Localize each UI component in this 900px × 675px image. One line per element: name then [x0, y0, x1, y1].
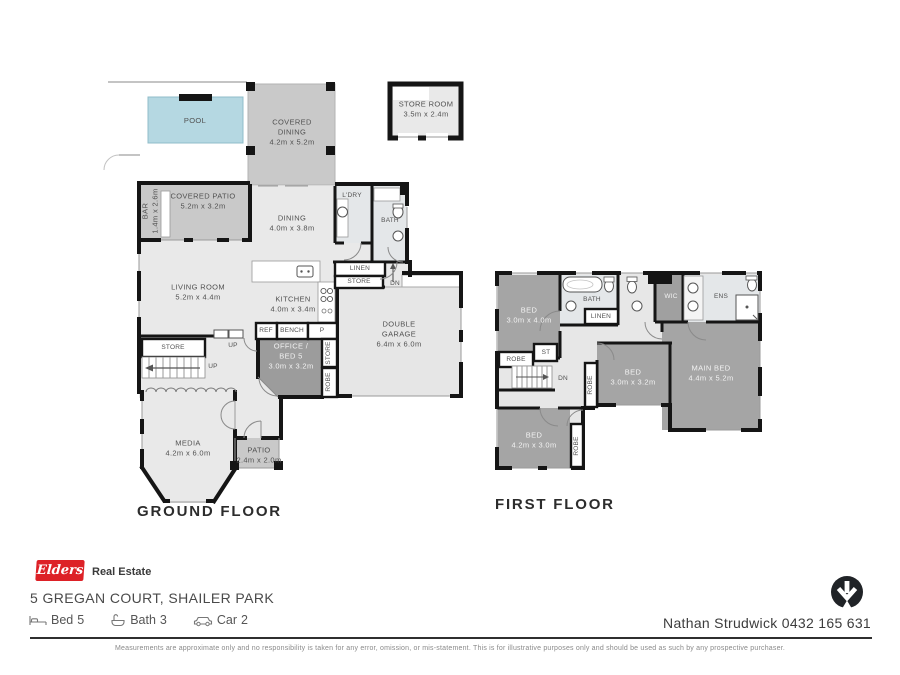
room-label-kitchen: KITCHEN 4.0m x 3.4m: [270, 294, 316, 313]
room-label-dn-gf: DN: [390, 279, 400, 287]
footer-divider: [30, 637, 872, 639]
room-label-covered-patio: COVERED PATIO 5.2m x 3.2m: [170, 191, 236, 210]
room-label-robe-vert-gf: ROBE: [324, 372, 332, 392]
room-label-robe-ff: ROBE: [506, 355, 526, 363]
first-floor-title: FIRST FLOOR: [495, 496, 615, 513]
car-stat: [193, 613, 248, 627]
elders-logo-text: Elders: [36, 563, 84, 578]
ground-stairs: [142, 357, 205, 378]
car-stat-value: 2: [241, 613, 248, 627]
room-label-living-room: LIVING ROOM 5.2m x 4.4m: [171, 282, 225, 301]
room-label-dining: DINING 4.0m x 3.8m: [269, 213, 315, 232]
room-label-robe-vert-bottom: ROBE: [572, 436, 580, 456]
room-label-covered-dining: COVERED DINING 4.2m x 5.2m: [269, 117, 315, 146]
room-label-store-vert: STORE: [324, 341, 332, 365]
room-label-ref: REF: [259, 326, 273, 334]
bed-icon: [29, 613, 47, 627]
first-stairs: [512, 366, 552, 388]
ground-floor-title: GROUND FLOOR: [137, 503, 282, 520]
room-label-pool: POOL: [183, 116, 207, 126]
bed-stat: [29, 613, 84, 627]
room-label-linen-ff: LINEN: [590, 312, 612, 320]
agent-contact: Nathan Strudwick 0432 165 631: [663, 615, 871, 631]
bath-stat-value: 3: [159, 613, 167, 627]
room-label-bed2: BED 3.0m x 3.2m: [610, 367, 656, 386]
agency-arrow-logo: [830, 575, 864, 609]
room-label-office-bed5: OFFICE / BED 5 3.0m x 3.2m: [268, 341, 314, 370]
room-label-dn-ff: DN: [558, 374, 568, 382]
bed-stat-value: 5: [77, 613, 85, 627]
bath-icon: [110, 613, 126, 627]
room-label-up-2: UP: [208, 362, 218, 370]
room-label-bed1: BED 3.0m x 4.0m: [506, 305, 552, 324]
room-label-store-stairs: STORE: [161, 343, 185, 351]
property-address: 5 GREGAN COURT, SHAILER PARK: [30, 590, 275, 606]
room-label-media: MEDIA 4.2m x 6.0m: [165, 438, 211, 457]
room-label-bath-ff: BATH: [583, 295, 601, 303]
room-label-ens: ENS: [714, 292, 728, 300]
property-stats: [29, 613, 248, 627]
brand-tagline: Real Estate: [92, 566, 152, 578]
room-label-robe-vert-mid: ROBE: [586, 375, 594, 395]
room-label-main-bed: MAIN BED 4.4m x 5.2m: [688, 363, 734, 382]
room-label-bench: BENCH: [280, 326, 304, 334]
room-label-pantry: P: [319, 326, 325, 334]
room-label-double-garage: DOUBLE GARAGE 6.4m x 6.0m: [376, 319, 422, 348]
room-label-bath-gf: BATH: [381, 216, 399, 224]
room-label-store-hall: STORE: [347, 277, 371, 285]
room-label-up-1: UP: [228, 341, 238, 349]
bed-stat-label: Bed: [51, 613, 74, 627]
room-label-ldry: L'DRY: [342, 191, 362, 199]
room-label-st: ST: [541, 348, 551, 356]
disclaimer-text: Measurements are approximate only and no responsibility is taken for any error, omission, or mis-statement. This is for illustrative purposes only and should be used as such by any prospective purchaser.: [114, 645, 785, 652]
car-icon: [193, 613, 213, 627]
room-label-wic: WIC: [664, 292, 678, 300]
car-stat-label: Car: [216, 613, 238, 627]
bath-stat-label: Bath: [130, 613, 156, 627]
bath-stat: [110, 613, 167, 627]
room-label-linen-gf: LINEN: [349, 264, 371, 272]
room-label-bar: BAR 1.4m x 2.6m: [140, 188, 159, 234]
room-label-patio: PATIO 2.4m x 2.0m: [236, 445, 282, 464]
room-label-bed3: BED 4.2m x 3.0m: [511, 430, 557, 449]
room-label-store-room: STORE ROOM 3.5m x 2.4m: [398, 99, 454, 118]
elders-logo: [35, 560, 84, 581]
